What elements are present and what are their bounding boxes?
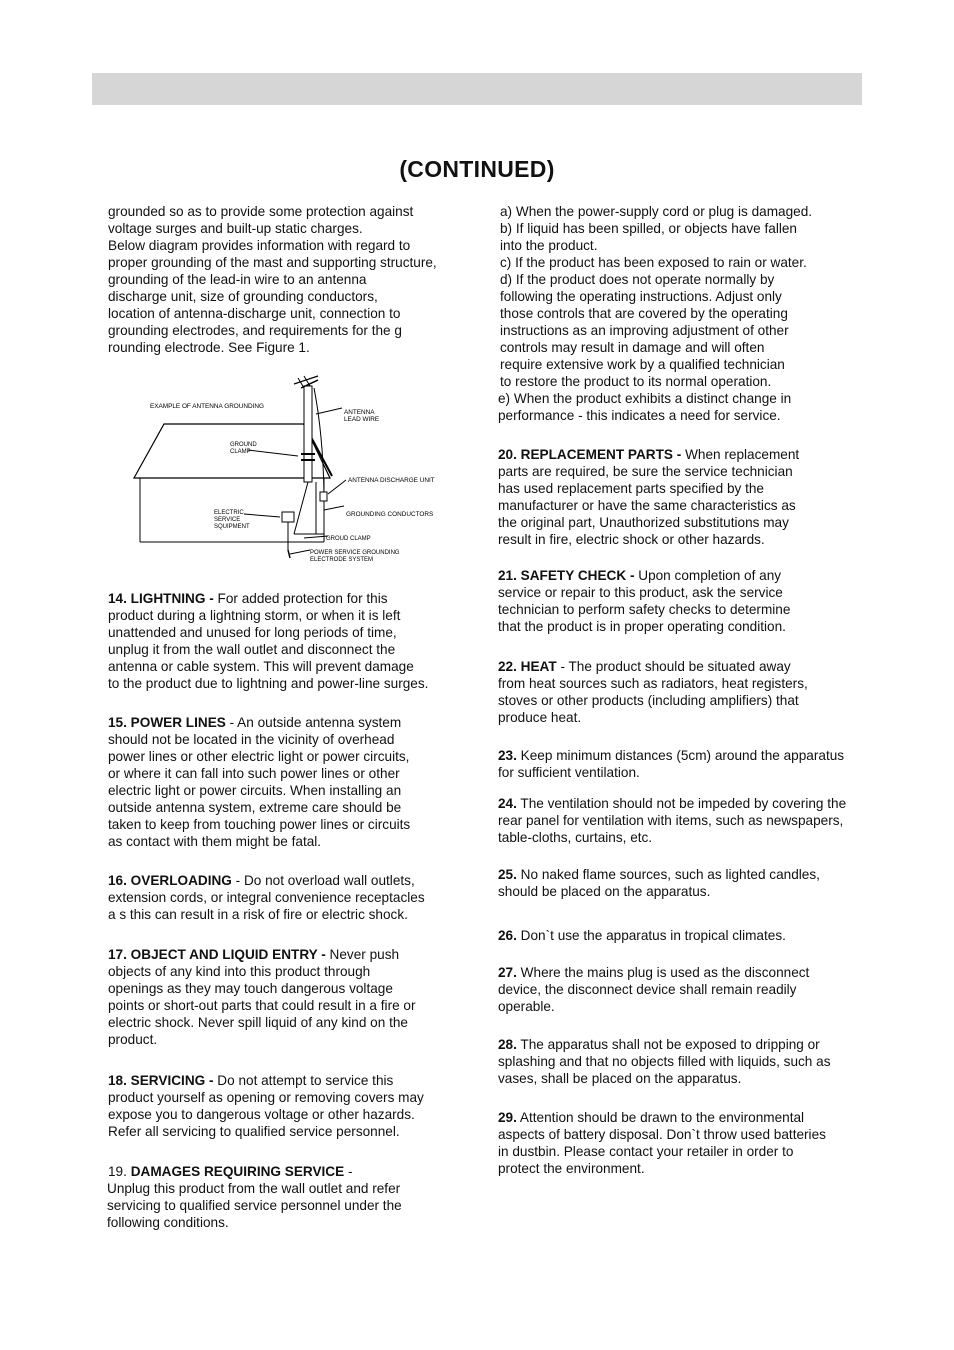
section-19-heading-line — [108, 1163, 473, 1180]
section-23-heading: 23. — [498, 748, 517, 763]
list-item-e: e) When the product exhibits a distinct change in performance - this indicates a need for service. — [498, 391, 792, 423]
section-16 — [108, 872, 473, 923]
diagram-discharge-unit: ANTENNA DISCHARGE UNIT — [348, 477, 435, 484]
diagram-grounding-conductors: GROUNDING CONDUCTORS — [346, 511, 434, 518]
section-18-heading: 18. SERVICING - — [108, 1073, 214, 1088]
discharge-unit-box — [320, 492, 327, 501]
section-19-heading: DAMAGES REQUIRING SERVICE — [130, 1164, 345, 1179]
section-14 — [108, 590, 473, 692]
section-15-body: - An outside antenna system should not be located in the vicinity of overhead power lines or other electric light or power circuits, or where it can fall into such power lines or other electric light or power circuits. When installing an outside antenna system, extreme care should be taken to keep from touching power lines or circuits as contact with them might be fatal. — [108, 715, 411, 849]
section-21-heading: 21. SAFETY CHECK - — [498, 568, 635, 583]
header-bar — [92, 73, 862, 105]
section-21-body: Upon completion of any service or repair to this product, ask the service technician to perform safety checks to determine that the product is in proper operating condition. — [498, 568, 791, 634]
section-25-body: No naked flame sources, such as lighted candles, should be placed on the apparatus. — [498, 867, 820, 899]
section-23-body: Keep minimum distances (5cm) around the apparatus for sufficient ventilation. — [498, 748, 845, 780]
section-29 — [498, 1109, 873, 1177]
intro-paragraph: grounded so as to provide some protection against voltage surges and built-up static charges. Below diagram provides information with regard to proper grounding of the mast and supporting structure, grounding of the lead-in wire to an antenna discharge unit, size of grounding conductors, location of antenna-discharge unit, connection to grounding electrodes, and requirements for the g rounding electrode. See Figure 1. — [108, 204, 437, 355]
section-25-heading: 25. — [498, 867, 517, 882]
diagram-electric-service: ELECTRIC SERVICE SQUIPMENT — [214, 510, 250, 530]
section-17-body: Never push objects of any kind into this product through openings as they may touch dangerous voltage points or short-out parts that could result in a fire or electric shock. Never spill liquid of any kind on the product. — [108, 947, 416, 1047]
list-item-a: a) When the power-supply cord or plug is damaged. — [500, 204, 813, 219]
list-item-d: d) If the product does not operate normally by following the operating instructions. Adjust only those controls that are covered by the operating instructions as an improving adjustment of other controls may result in damage and will often require extensive work by a qualified technician to restore the product to its normal operation. — [500, 272, 789, 389]
section-20-body: When replacement parts are required, be sure the service technician has used replacement parts specified by the manufacturer or have the same characteristics as the original part, Unauthorized substitutions may result in fire, electric shock or other hazards. — [498, 447, 800, 547]
section-27-heading: 27. — [498, 965, 517, 980]
section-16-body: - Do not overload wall outlets, extension cords, or integral convenience receptacles a s this can result in a risk of fire or electric shock. — [108, 873, 425, 922]
diagram-power-service: POWER SERVICE GROUNDING ELECTRODE SYSTEM — [310, 550, 400, 563]
section-27 — [498, 964, 873, 1015]
section-22-heading: 22. HEAT — [498, 659, 557, 674]
section-20 — [498, 446, 873, 548]
section-16-heading: 16. OVERLOADING — [108, 873, 232, 888]
page-title: (CONTINUED) — [399, 156, 555, 182]
section-23 — [498, 747, 873, 781]
section-27-body: Where the mains plug is used as the disconnect device, the disconnect device shall remain readily operable. — [498, 965, 810, 1014]
section-14-body: For added protection for this product during a lightning storm, or when it is left unattended and unused for long periods of time, unplug it from the wall outlet and disconnect the antenna or cable system. This will prevent damage to the product due to lightning and power-line surges. — [108, 591, 429, 691]
section-19-body: Unplug this product from the wall outlet and refer servicing to qualified service personnel under the following conditions. — [107, 1181, 402, 1230]
section-29-heading: 29. — [498, 1110, 517, 1125]
section-24-body: The ventilation should not be impeded by covering the rear panel for ventilation with items, such as newspapers, table-cloths, curtains, etc. — [498, 796, 847, 845]
section-22-body: - The product should be situated away from heat sources such as radiators, heat registers, stoves or other products (including amplifiers) that produce heat. — [498, 659, 808, 725]
section-26-heading: 26. — [498, 928, 517, 943]
section-21 — [498, 567, 873, 635]
section-19-dash: - — [344, 1164, 353, 1179]
section-18 — [108, 1072, 473, 1140]
section-19-number: 19. — [108, 1164, 131, 1179]
section-29-body: Attention should be drawn to the environmental aspects of battery disposal. Don`t throw used batteries in dustbin. Please contact your retailer in order to protect the environment. — [498, 1110, 826, 1176]
section-25 — [498, 866, 873, 900]
section-15-heading: 15. POWER LINES — [108, 715, 226, 730]
antenna-mast — [304, 386, 312, 482]
section-17-heading: 17. OBJECT AND LIQUID ENTRY - — [108, 947, 326, 962]
antenna-grounding-diagram — [118, 374, 463, 574]
section-24 — [498, 795, 873, 846]
diagram-example-label: EXAMPLE OF ANTENNA GROUNDING — [150, 403, 264, 410]
list-item-b: b) If liquid has been spilled, or objects have fallen into the product. — [500, 221, 797, 253]
diagram-antenna-lead: ANTENNA LEAD WIRE — [344, 409, 380, 423]
section-28-body: The apparatus shall not be exposed to dripping or splashing and that no objects filled with liquids, such as vases, shall be placed on the apparatus. — [498, 1037, 831, 1086]
section-17 — [108, 946, 473, 1048]
section-28-heading: 28. — [498, 1037, 517, 1052]
right-column — [498, 203, 873, 1177]
service-equipment-box — [282, 512, 294, 522]
section-20-heading: 20. REPLACEMENT PARTS - — [498, 447, 682, 462]
left-column — [108, 203, 473, 1231]
section-22 — [498, 658, 873, 726]
list-item-c: c) If the product has been exposed to rain or water. — [500, 255, 807, 270]
diagram-groud-clamp: GROUD CLAMP — [326, 536, 371, 542]
diagram-ground-clamp: GROUND CLAMP — [230, 442, 257, 455]
section-14-heading: 14. LIGHTNING - — [108, 591, 214, 606]
section-28 — [498, 1036, 873, 1087]
section-24-heading: 24. — [498, 796, 517, 811]
section-15 — [108, 714, 473, 850]
section-26 — [498, 927, 873, 944]
section-26-body: Don`t use the apparatus in tropical climates. — [516, 928, 786, 943]
section-18-body: Do not attempt to service this product yourself as opening or removing covers may expose you to dangerous voltage or other hazards. Refer all servicing to qualified service personnel. — [108, 1073, 424, 1139]
